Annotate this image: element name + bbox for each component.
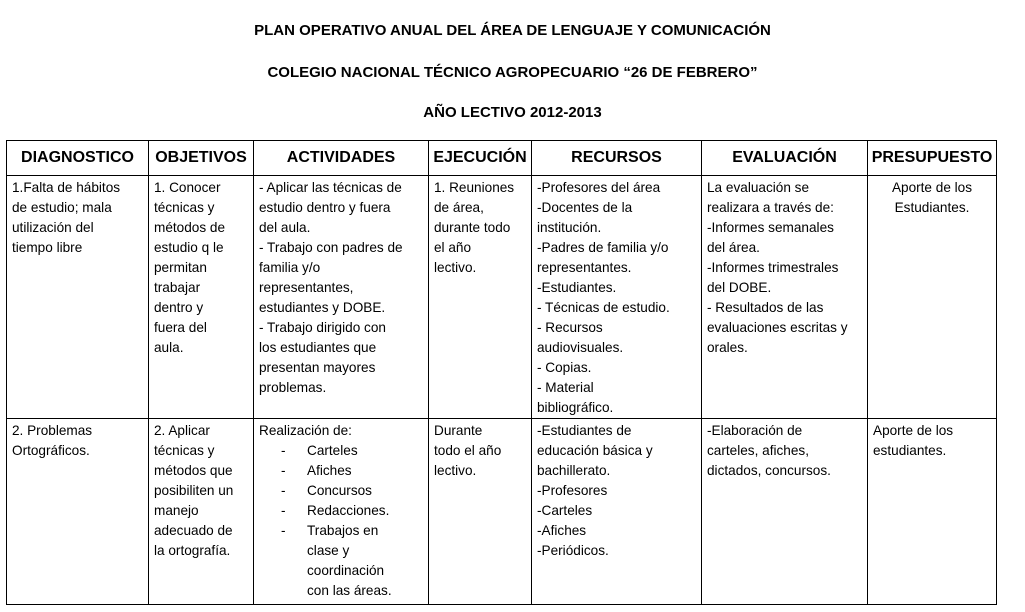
list-item [281,521,423,601]
cell-line: -Afiches [537,523,587,538]
cell-line: familia y/o [259,260,321,275]
cell-line: -Informes semanales [707,220,834,235]
cell-line: -Periódicos. [537,543,609,558]
cell-line: -Profesores [537,483,608,498]
table-row [7,419,997,605]
cell-line: los estudiantes que [259,340,377,355]
cell-line: estudiantes. [873,443,947,458]
cell-line: problemas. [259,380,327,395]
cell-ejecucion [429,176,532,419]
cell-line: aula. [154,340,184,355]
list-item-text: con las áreas. [307,583,392,598]
cell-recursos [532,419,702,605]
cell-line: bachillerato. [537,463,611,478]
list-item [281,501,423,521]
cell-line: lectivo. [434,463,477,478]
cell-line: -Estudiantes. [537,280,617,295]
cell-line: Ortográficos. [12,443,90,458]
cell-line: -Docentes de la [537,200,633,215]
cell-line: durante todo [434,220,511,235]
cell-presupuesto [868,419,997,605]
list-item [281,461,423,481]
cell-line: dictados, concursos. [707,463,831,478]
header-presupuesto: PRESUPUESTO [868,141,997,176]
cell-line: institución. [537,220,602,235]
cell-line: estudio dentro y fuera [259,200,391,215]
cell-line: Aporte de los [873,423,954,438]
cell-line: permitan [154,260,207,275]
cell-line: 1. Reuniones [434,180,515,195]
cell-line: - Copias. [537,360,592,375]
list-item [281,441,423,461]
cell-line: -Profesores del área [537,180,661,195]
cell-line: audiovisuales. [537,340,624,355]
cell-line: - Material [537,380,594,395]
cell-line: carteles, afiches, [707,443,809,458]
cell-objetivos [149,419,254,605]
cell-line: todo el año [434,443,502,458]
cell-line: 2. Aplicar [154,423,210,438]
cell-line: Estudiantes. [894,200,970,215]
cell-line: el año [434,240,472,255]
cell-line: técnicas y [154,443,215,458]
header-objetivos: OBJETIVOS [149,141,254,176]
cell-ejecucion [429,419,532,605]
cell-diagnostico [7,176,149,419]
cell-line: técnicas y [154,200,215,215]
cell-line: métodos de [154,220,226,235]
cell-line: presentan mayores [259,360,376,375]
cell-line: del área. [707,240,760,255]
list-item-text: Carteles [307,443,358,458]
cell-line: evaluaciones escritas y [707,320,848,335]
cell-line: lectivo. [434,260,477,275]
header-actividades: ACTIVIDADES [254,141,429,176]
cell-line: manejo [154,503,199,518]
cell-line: - Resultados de las [707,300,824,315]
cell-line: métodos que [154,463,233,478]
cell-line: -Padres de familia y/o [537,240,669,255]
cell-line: Aporte de los [891,180,973,195]
header-recursos: RECURSOS [532,141,702,176]
list-item-text: clase y [307,543,350,558]
cell-evaluacion [702,419,868,605]
school-name: COLEGIO NACIONAL TÉCNICO AGROPECUARIO “26 DE FEBRERO” [267,64,758,81]
header-ejecucion: EJECUCIÓN [429,141,532,176]
cell-line: estudio q le [154,240,224,255]
cell-line: -Elaboración de [707,423,803,438]
cell-line: estudiantes y DOBE. [259,300,386,315]
cell-line: orales. [707,340,748,355]
cell-line: tiempo libre [12,240,83,255]
document-title: PLAN OPERATIVO ANUAL DEL ÁREA DE LENGUAJE Y COMUNICACIÓN [254,22,771,39]
plan-table [6,140,997,605]
list-item-text: Redacciones. [307,503,390,518]
header-evaluacion: EVALUACIÓN [702,141,868,176]
cell-presupuesto [868,176,997,419]
cell-line: del aula. [259,220,311,235]
table-row [7,176,997,419]
header-diagnostico: DIAGNOSTICO [7,141,149,176]
cell-line: adecuado de [154,523,233,538]
cell-line: la ortografía. [154,543,231,558]
cell-line: posibiliten un [154,483,234,498]
cell-line: 1.Falta de hábitos [12,180,121,195]
cell-line: Realización de: [259,423,352,438]
activity-list [259,441,423,601]
list-item [281,481,423,501]
cell-line: educación básica y [537,443,653,458]
cell-line: -Carteles [537,503,593,518]
cell-line: de área, [434,200,484,215]
cell-line: representantes, [259,280,354,295]
cell-line: fuera del [154,320,207,335]
table-header-row [7,141,997,176]
cell-line: Durante [434,423,483,438]
cell-line: La evaluación se [707,180,810,195]
cell-line: 2. Problemas [12,423,93,438]
cell-line: - Recursos [537,320,603,335]
cell-line: - Trabajo dirigido con [259,320,386,335]
list-item-text: coordinación [307,563,385,578]
cell-line: realizara a través de: [707,200,834,215]
cell-actividades [254,419,429,605]
cell-line: dentro y [154,300,204,315]
cell-diagnostico [7,419,149,605]
cell-line: bibliográfico. [537,400,614,415]
cell-line: - Técnicas de estudio. [537,300,670,315]
cell-line: - Aplicar las técnicas de [259,180,402,195]
cell-line: de estudio; mala [12,200,112,215]
cell-line: del DOBE. [707,280,772,295]
cell-line: trabajar [154,280,201,295]
cell-actividades [254,176,429,419]
cell-line: -Informes trimestrales [707,260,839,275]
cell-line: utilización del [12,220,94,235]
list-item-text: - Trabajos en [307,523,379,538]
cell-line: - Trabajo con padres de [259,240,403,255]
list-item-text: Afiches [307,463,352,478]
school-year: AÑO LECTIVO 2012-2013 [423,104,602,121]
cell-evaluacion [702,176,868,419]
cell-recursos [532,176,702,419]
cell-line: 1. Conocer [154,180,221,195]
cell-line: representantes. [537,260,632,275]
cell-objetivos [149,176,254,419]
cell-line: -Estudiantes de [537,423,632,438]
list-item-text: Concursos [307,483,372,498]
